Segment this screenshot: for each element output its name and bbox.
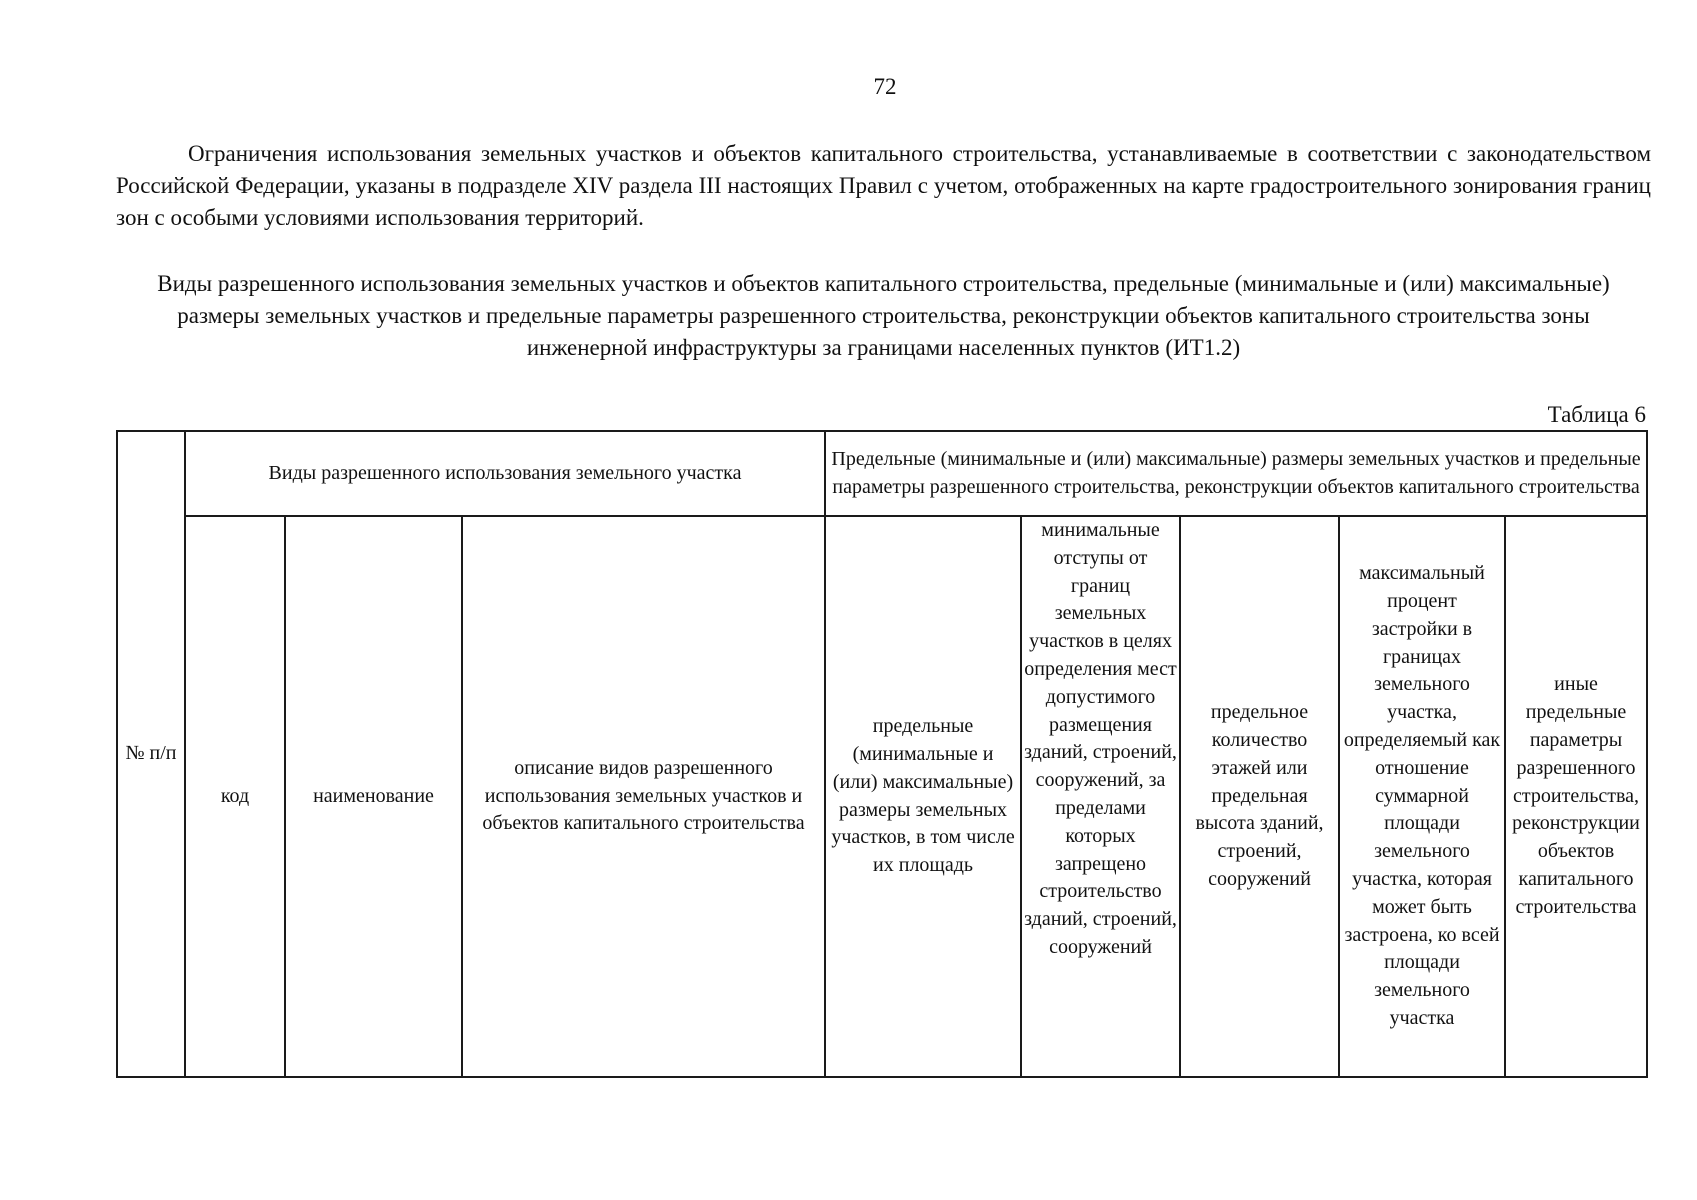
col-setbacks-header: минимальные отступы от границ земельных участков в целях определения мест допустимого размещения зданий, строений, сооружений, за пределами которых запрещено строительство зданий, строений, сооружений — [1021, 516, 1180, 1077]
col-floors-header: предельное количество этажей или предельная высота зданий, строений, сооружений — [1180, 516, 1339, 1077]
col-code-header: код — [185, 516, 285, 1077]
page-number: 72 — [873, 74, 897, 99]
group-use-header: Виды разрешенного использования земельного участка — [185, 431, 825, 516]
section-title: Виды разрешенного использования земельных участков и объектов капитального строительства, предельные (минимальные и (или) максимальные) размеры земельных участков и предельные параметры разрешенного строительства, реконструкции объектов капитального строительства зоны инженерной инфраструктуры за границами населенных пунктов (ИТ1.2) — [157, 271, 1610, 360]
table-label: Таблица 6 — [1547, 402, 1646, 427]
col-coverage-header: максимальный процент застройки в границах земельного участка, определяемый как отношение суммарной площади земельного участка, которая может быть застроена, ко всей площади земельного участка — [1339, 516, 1505, 1077]
group-limits-header: Предельные (минимальные и (или) максимальные) размеры земельных участков и предельные параметры разрешенного строительства, реконструкции объектов капитального строительства — [825, 431, 1647, 516]
table-header-row-2 — [117, 516, 1647, 1077]
col-number-header: № п/п — [117, 431, 185, 1077]
intro-paragraph: Ограничения использования земельных участков и объектов капитального строительства, устанавливаемые в соответствии с законодательством Российской Федерации, указаны в подразделе XIV раздела III настоящих Правил с учетом, отображенных на карте градостроительного зонирования границ зон с особыми условиями использования территорий. — [116, 141, 1651, 230]
col-other-header: иные предельные параметры разрешенного строительства, реконструкции объектов капитального строительства — [1505, 516, 1647, 1077]
zoning-table — [116, 430, 1648, 1078]
col-name-header: наименование — [285, 516, 462, 1077]
col-plot-size-header: предельные (минимальные и (или) максимальные) размеры земельных участков, в том числе их площадь — [825, 516, 1021, 1077]
col-description-header: описание видов разрешенного использования земельных участков и объектов капитального строительства — [462, 516, 825, 1077]
table-header-row-1 — [117, 431, 1647, 516]
